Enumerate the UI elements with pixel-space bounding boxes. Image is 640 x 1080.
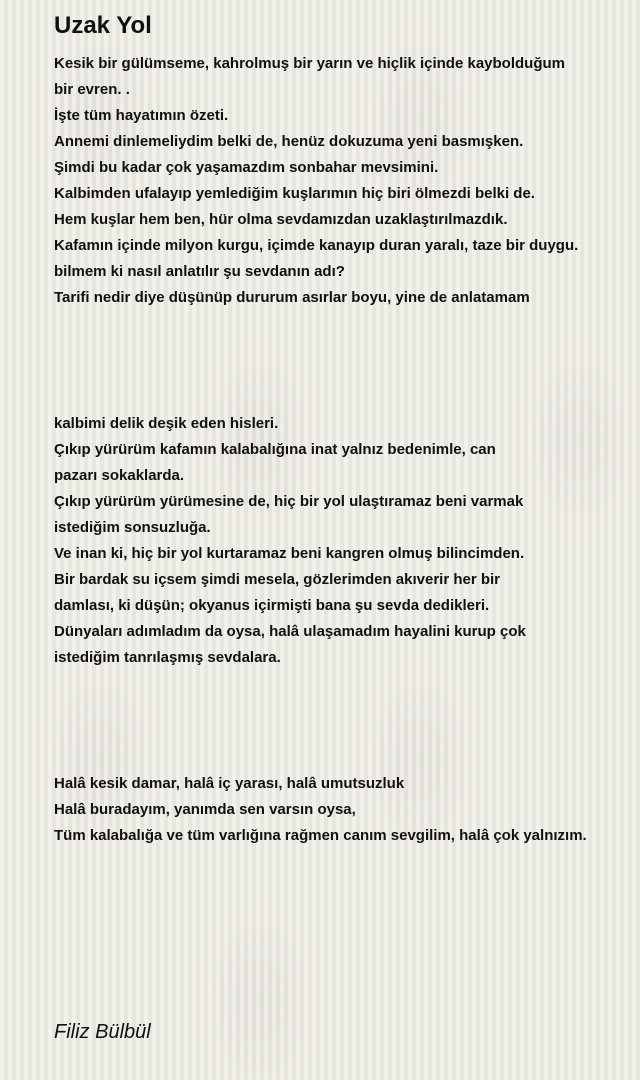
poem-line: Annemi dinlemeliydim belki de, henüz dokuzuma yeni basmışken.: [54, 133, 524, 150]
poem-line: kalbimi delik deşik eden hisleri.: [54, 415, 279, 432]
poem-line: Kalbimden ufalayıp yemlediğim kuşlarımın hiç biri ölmezdi belki de.: [54, 185, 535, 202]
poem-line: Çıkıp yürürüm kafamın kalabalığına inat yalnız bedenimle, can: [54, 441, 496, 458]
poem-line: Çıkıp yürürüm yürümesine de, hiç bir yol ulaştıramaz beni varmak: [54, 493, 524, 510]
poem-title: Uzak Yol: [54, 12, 152, 39]
poem-line: istediğim tanrılaşmış sevdalara.: [54, 649, 281, 666]
poem-line: Bir bardak su içsem şimdi mesela, gözlerimden akıverir her bir: [54, 571, 501, 588]
stanza-1: [54, 51, 578, 311]
poem-line: Halâ kesik damar, halâ iç yarası, halâ umutsuzluk: [54, 775, 405, 792]
stanza-2: [54, 411, 526, 671]
poem-line: bir evren. .: [54, 81, 130, 98]
poem-line: pazarı sokaklarda.: [54, 467, 185, 484]
poem-line: bilmem ki nasıl anlatılır şu sevdanın adı?: [54, 263, 345, 280]
poem-line: Kafamın içinde milyon kurgu, içimde kanayıp duran yaralı, taze bir duygu.: [54, 237, 579, 254]
poem-line: İşte tüm hayatımın özeti.: [54, 107, 229, 124]
poem-line: Hem kuşlar hem ben, hür olma sevdamızdan uzaklaştırılmazdık.: [54, 211, 508, 228]
poem-line: istediğim sonsuzluğa.: [54, 519, 211, 536]
poem-line: Kesik bir gülümseme, kahrolmuş bir yarın ve hiçlik içinde kaybolduğum: [54, 55, 565, 72]
poem-line: Halâ buradayım, yanımda sen varsın oysa,: [54, 801, 356, 818]
poem-line: Şimdi bu kadar çok yaşamazdım sonbahar mevsimini.: [54, 159, 439, 176]
poem-line: damlası, ki düşün; okyanus içirmişti bana şu sevda dedikleri.: [54, 597, 490, 614]
poem-line: Tüm kalabalığa ve tüm varlığına rağmen canım sevgilim, halâ çok yalnızım.: [54, 827, 587, 844]
poem-author: Filiz Bülbül: [54, 1021, 151, 1043]
poem-line: Ve inan ki, hiç bir yol kurtaramaz beni kangren olmuş bilincimden.: [54, 545, 525, 562]
stanza-3: [54, 771, 587, 849]
poem-line: Dünyaları adımladım da oysa, halâ ulaşamadım hayalini kurup çok: [54, 623, 526, 640]
poem-line: Tarifi nedir diye düşünüp dururum asırlar boyu, yine de anlatamam: [54, 289, 530, 306]
